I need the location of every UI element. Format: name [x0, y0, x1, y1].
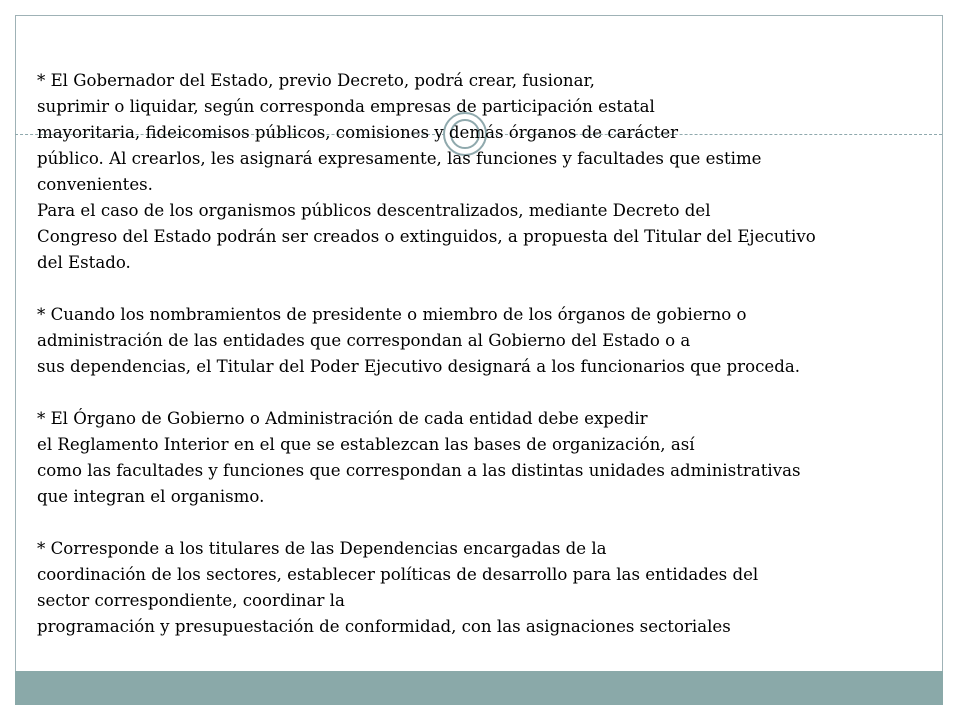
- text-line: administración de las entidades que correspondan al Gobierno del Estado o a: [37, 331, 691, 350]
- text-line: * Cuando los nombramientos de presidente o miembro de los órganos de gobierno o: [37, 305, 747, 324]
- text-line: que integran el organismo.: [37, 487, 265, 506]
- text-line: sector correspondiente, coordinar la: [37, 591, 345, 610]
- text-line: * El Gobernador del Estado, previo Decreto, podrá crear, fusionar,: [37, 71, 595, 90]
- text-line: sus dependencias, el Titular del Poder Ejecutivo designará a los funcionarios que proceda.: [37, 357, 801, 376]
- text-line: programación y presupuestación de conformidad, con las asignaciones sectoriales: [37, 617, 731, 636]
- paragraph-gobernador: [37, 68, 937, 276]
- text-line: Congreso del Estado podrán ser creados o extinguidos, a propuesta del Titular del Ejecutivo: [37, 227, 816, 246]
- slide-body-text: [37, 68, 937, 640]
- text-line: coordinación de los sectores, establecer políticas de desarrollo para las entidades del: [37, 565, 759, 584]
- paragraph-titulares: [37, 536, 937, 640]
- footer-bar: [15, 671, 943, 705]
- paragraph-spacer: [37, 380, 937, 406]
- text-line: * Corresponde a los titulares de las Dependencias encargadas de la: [37, 539, 607, 558]
- paragraph-spacer: [37, 276, 937, 302]
- text-line: * El Órgano de Gobierno o Administración de cada entidad debe expedir: [37, 409, 648, 428]
- paragraph-organo-gobierno: [37, 406, 937, 510]
- text-line: del Estado.: [37, 253, 131, 272]
- text-line: como las facultades y funciones que correspondan a las distintas unidades administrativas: [37, 461, 801, 480]
- text-line: el Reglamento Interior en el que se establezcan las bases de organización, así: [37, 435, 695, 454]
- text-line: convenientes.: [37, 175, 153, 194]
- text-line: mayoritaria, fideicomisos públicos, comisiones y demás órganos de carácter: [37, 123, 679, 142]
- text-line: público. Al crearlos, les asignará expresamente, las funciones y facultades que estime: [37, 149, 762, 168]
- text-line: suprimir o liquidar, según corresponda empresas de participación estatal: [37, 97, 655, 116]
- paragraph-spacer: [37, 510, 937, 536]
- text-line: Para el caso de los organismos públicos descentralizados, mediante Decreto del: [37, 201, 711, 220]
- paragraph-nombramientos: [37, 302, 937, 380]
